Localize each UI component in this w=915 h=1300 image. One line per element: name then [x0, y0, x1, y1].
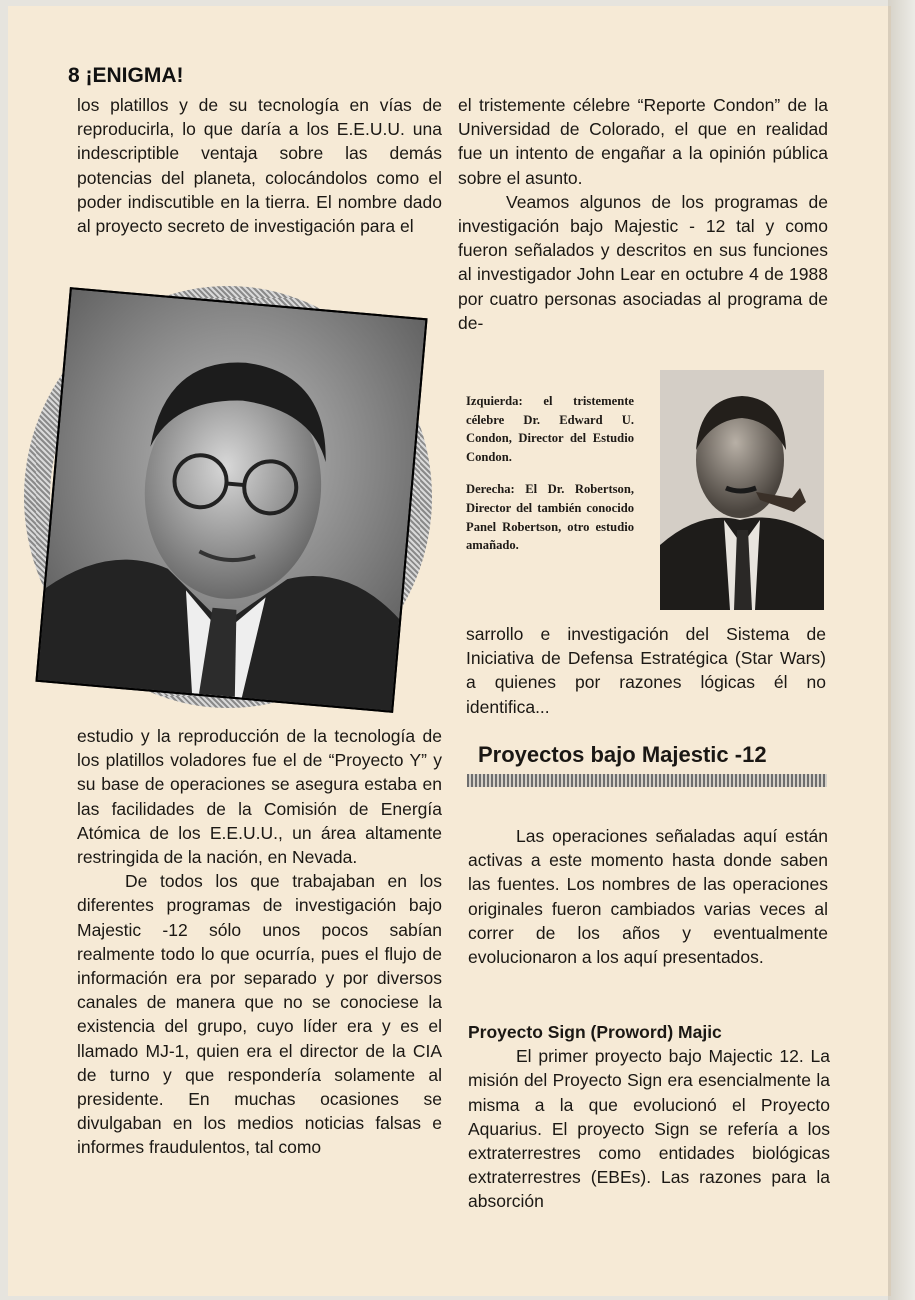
paragraph: Veamos algunos de los programas de investigación bajo Majestic - 12 tal y como fueron señalados y descritos en sus funciones al investigador John Lear en octubre 4 de 1988 por cuatro personas asociadas al programa de de-: [458, 191, 828, 333]
paragraph: sarrollo e investigación del Sistema de Iniciativa de Defensa Estratégica (Star Wars) a quienes por razones lógicas él no identifica...: [466, 624, 826, 717]
caption-right: Derecha: El Dr. Robertson, Director del también conocido Panel Robertson, otro estudio amañado.: [466, 482, 634, 553]
caption-left: Izquierda: el tristemente célebre Dr. Edward U. Condon, Director del Estudio Condon.: [466, 394, 634, 464]
photo-caption: [466, 392, 634, 569]
heading-divider: [467, 774, 827, 787]
paragraph: De todos los que trabajaban en los diferentes programas de investigación bajo Majestic -12 sólo unos pocos sabían realmente todo lo que ocurría, pues el flujo de información era por separado y por diversos canales de manera que no se conociese la existencia del grupo, cuyo líder era y es el llamado MJ-1, quien era el director de la CIA de turno y que respondería solamente al presidente. En muchas ocasiones se divulgaban en los medios noticias falsas e informes fraudulentos, tal como: [77, 871, 442, 1158]
photo-condon: [22, 280, 442, 715]
right-column-middle: [466, 622, 826, 719]
paragraph: El primer proyecto bajo Majectic 12. La misión del Proyecto Sign era esencialmente la misma a la que evolucionó el Proyecto Aquarius. El proyecto Sign se refería a los extraterrestres como entidades biológicas extraterrestres (EBEs). Las razones para la absorción: [468, 1046, 830, 1212]
paragraph: Las operaciones señaladas aquí están activas a este momento hasta donde saben las fuentes. Los nombres de las operaciones originales fueron cambiados varias veces al correr de los años y eventualmente evolucionaron a los aquí presentados.: [468, 826, 828, 968]
paragraph: los platillos y de su tecnología en vías de reproducirla, lo que daría a los E.E.U.U. una indescriptible ventaja sobre las demás potencias del planeta, colocándolos como el poder indiscutible en la tierra. El nombre dado al proyecto secreto de investigación para el: [77, 95, 442, 237]
page-header: 8 ¡ENIGMA!: [68, 64, 184, 87]
section-heading: Proyectos bajo Majestic -12: [478, 742, 767, 767]
left-column-bottom: [77, 724, 442, 1160]
left-column-top: [77, 93, 442, 238]
subheading: Proyecto Sign (Proword) Majic: [468, 1022, 722, 1042]
portrait-robertson-image: [660, 370, 824, 610]
paragraph: el tristemente célebre “Reporte Condon” de la Universidad de Colorado, el que en realidad fue un intento de engañar a la opinión pública sobre el asunto.: [458, 95, 828, 188]
portrait-condon-image: [35, 287, 427, 713]
right-column-top: [458, 93, 828, 335]
section-body: [468, 824, 828, 969]
paragraph: estudio y la reproducción de la tecnología de los platillos voladores fue el de “Proyecto Y” y su base de operaciones se asegura estaba en las facilidades de la Comisión de Energía Atómica de los E.E.U.U., un área altamente restringida de la nación, en Nevada.: [77, 726, 442, 868]
page-edge: [888, 0, 915, 1300]
subsection: [468, 1020, 830, 1214]
